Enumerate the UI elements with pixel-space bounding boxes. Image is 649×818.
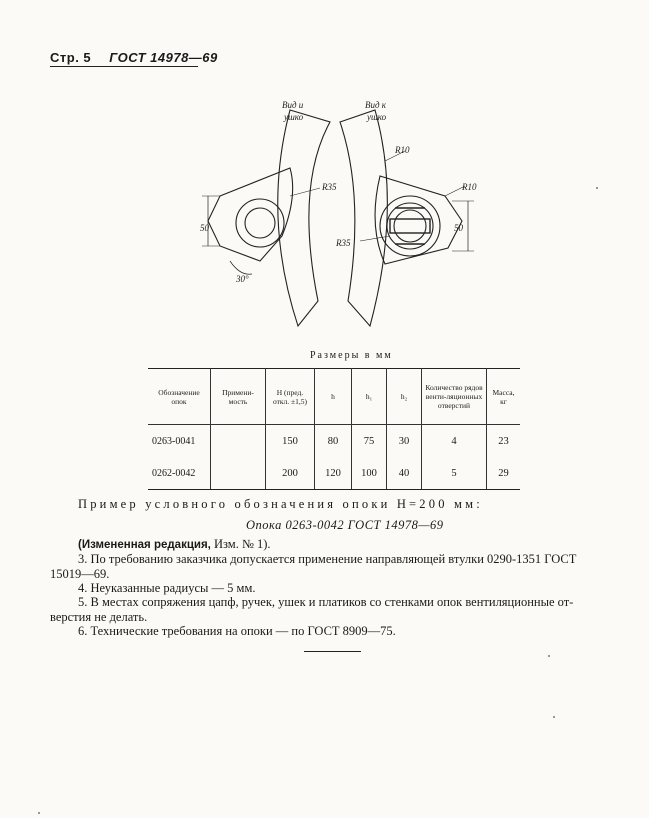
cell: 0263-0041	[152, 435, 196, 447]
dim-left-50: 50	[200, 223, 209, 233]
note-4: 4. Неуказанные радиусы — 5 мм.	[78, 581, 256, 595]
note-5-line-2: верстия не делать.	[50, 610, 148, 624]
cell: 0262-0042	[148, 457, 211, 490]
note-3-line-1: 3. По требованию заказчика допускается применение направляющей втулки 0290-1351 ГОСТ	[78, 552, 577, 566]
cell: 29	[487, 457, 521, 490]
example-label: Пример условного обозначения опоки H=200 мм:	[78, 497, 483, 511]
end-rule	[304, 651, 361, 652]
left-view-label-1: Вид и	[282, 100, 304, 110]
left-flange	[278, 110, 330, 326]
left-hole-outer	[236, 199, 284, 247]
speck	[553, 716, 555, 718]
cell: 40	[387, 457, 422, 490]
example-designation: Опока 0263-0042 ГОСТ 14978—69	[246, 518, 444, 532]
left-hole-inner	[245, 208, 275, 238]
table-header-row	[148, 369, 520, 425]
speck	[548, 655, 550, 657]
right-view-label-2: ушко	[367, 112, 387, 122]
cell	[211, 457, 266, 490]
col-designation: Обозначение опок	[148, 369, 211, 425]
col-h2: h₂	[387, 369, 422, 425]
standard-number: ГОСТ 14978—69	[109, 50, 218, 65]
dim-r10-side: R10	[462, 182, 477, 192]
sizes-caption: Размеры в мм	[310, 350, 393, 361]
dim-right-50: 50	[454, 223, 463, 233]
note-5-line-1: 5. В местах сопряжения цапф, ручек, ушек и платиков со стенками опок вентиляционные от-	[78, 595, 574, 609]
cell: 75	[352, 425, 387, 458]
cell: 120	[315, 457, 352, 490]
cell: 23	[487, 425, 521, 458]
cell: 30	[387, 425, 422, 458]
col-mass: Масса, кг	[487, 369, 521, 425]
col-vent-rows: Количество рядов венти-ляционных отверстий	[422, 369, 487, 425]
speck	[596, 187, 598, 189]
page-header	[50, 50, 232, 65]
technical-drawing	[190, 96, 480, 341]
right-hole-inner	[394, 210, 426, 242]
note-3-line-2: 15019—69.	[50, 567, 110, 581]
revision-note	[78, 537, 618, 553]
dim-r10-top: R10	[395, 145, 410, 155]
table-row	[148, 457, 520, 490]
revision-rest: Изм. № 1).	[214, 537, 271, 551]
right-hole-outer	[380, 196, 440, 256]
col-h1: h₁	[352, 369, 387, 425]
dim-angle: 30°	[236, 274, 249, 284]
cell: 200	[266, 457, 315, 490]
cell	[211, 425, 266, 458]
note-6: 6. Технические требования на опоки — по ГОСТ 8909—75.	[78, 624, 396, 638]
page-number: Стр. 5	[50, 50, 92, 65]
cell: 100	[352, 457, 387, 490]
right-view-label-1: Вид к	[365, 100, 387, 110]
revision-bold: (Измененная редакция,	[78, 539, 211, 551]
cell: 4	[422, 425, 487, 458]
col-applicability: Примени-мость	[211, 369, 266, 425]
left-view-label-2: ушко	[284, 112, 304, 122]
table-row	[148, 425, 520, 458]
col-H: H (пред. откл. ±1,5)	[266, 369, 315, 425]
cell: 150	[266, 425, 315, 458]
dim-r35-top: R35	[322, 182, 337, 192]
speck	[38, 812, 40, 814]
dim-r35-bottom: R35	[336, 238, 351, 248]
right-flange	[340, 110, 387, 326]
spec-table	[148, 368, 520, 490]
header-rule	[50, 66, 198, 67]
cell: 80	[315, 425, 352, 458]
cell: 5	[422, 457, 487, 490]
col-h: h	[315, 369, 352, 425]
